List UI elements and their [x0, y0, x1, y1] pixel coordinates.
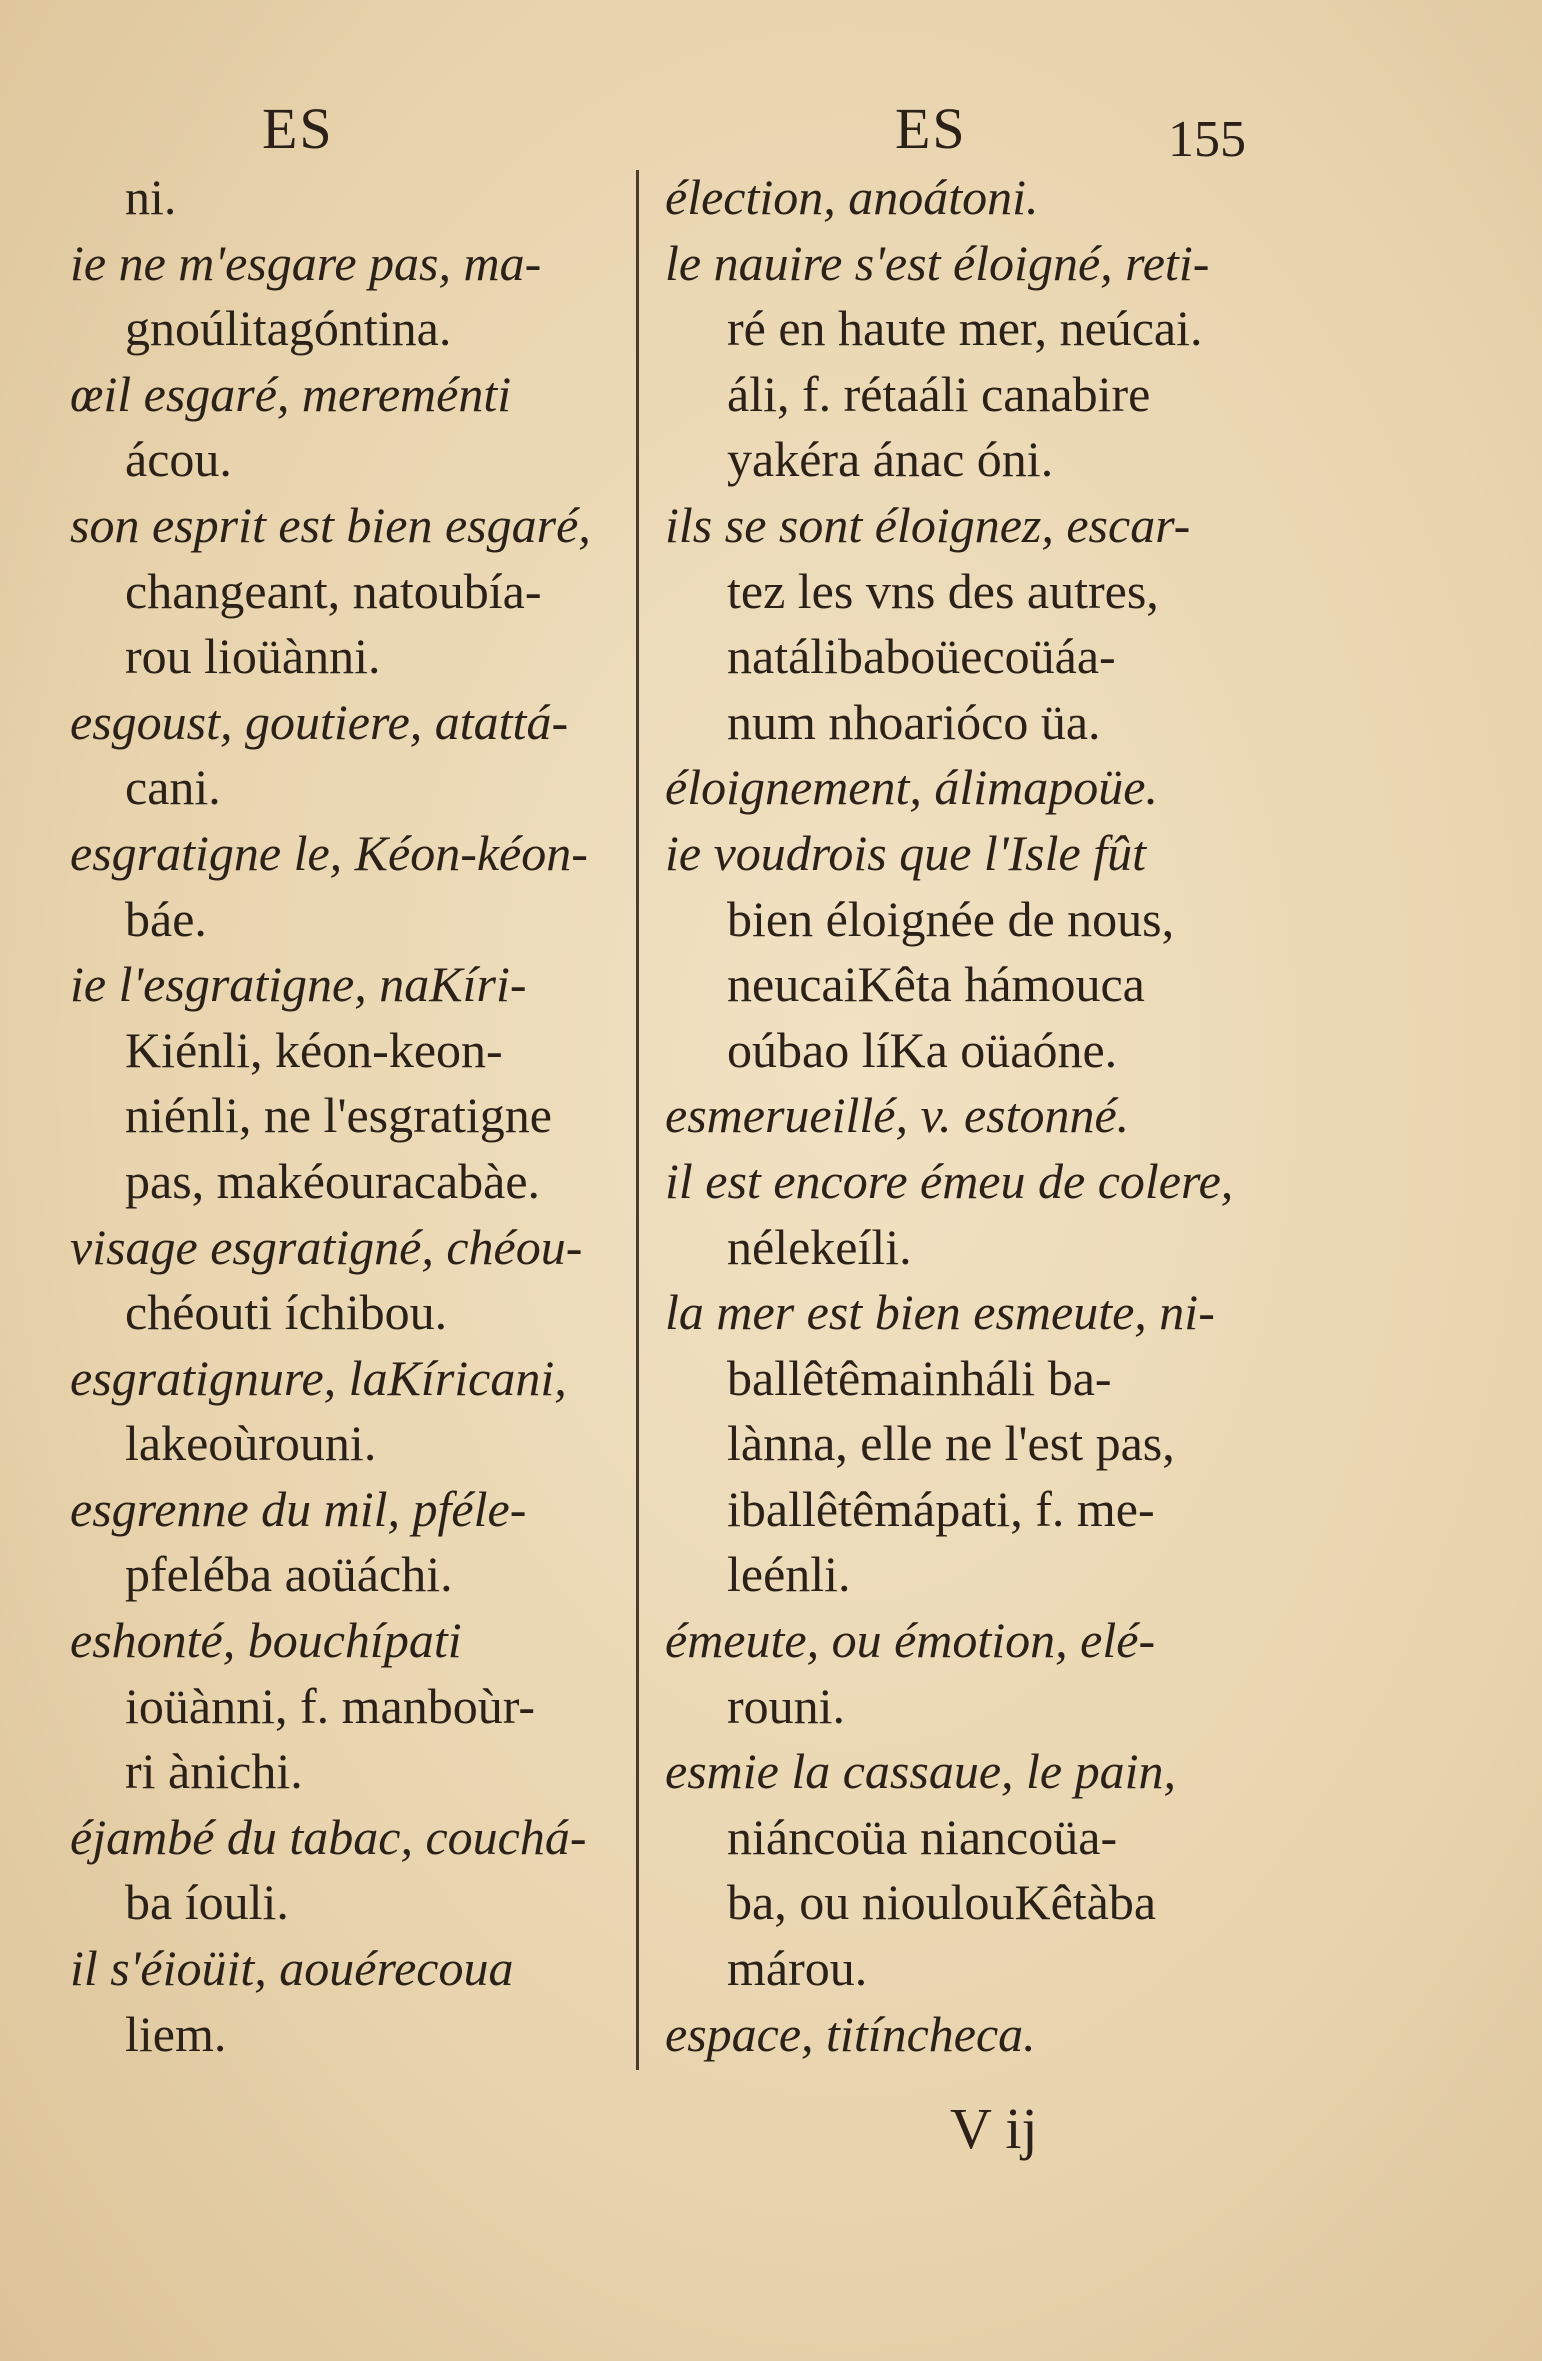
left-column-line: ri ànichi. [125, 1743, 303, 1800]
right-column [665, 165, 1280, 2067]
left-column-line: ba íouli. [125, 1874, 289, 1931]
right-column-line: esmie la cassaue, le pain, [665, 1743, 1177, 1800]
right-column-line: lànna, elle ne l'est pas, [727, 1415, 1175, 1472]
right-column-line: la mer est bien esmeute, ni- [665, 1284, 1215, 1341]
right-column-line: iballêtêmápati, f. me- [727, 1480, 1155, 1537]
right-column-line: éloignement, álimapoüe. [665, 759, 1158, 816]
left-column-line: il s'éioüit, aouérecoua [70, 1940, 514, 1997]
column-rule [636, 170, 639, 2070]
left-column-line: ácou. [125, 431, 232, 488]
right-column-line: rouni. [727, 1677, 846, 1734]
right-column-line: il est encore émeu de colere, [665, 1152, 1234, 1209]
left-column-line: changeant, natoubía- [125, 562, 542, 619]
left-column-line: niénli, ne l'esgratigne [125, 1087, 552, 1144]
right-column-line: ils se sont éloignez, escar- [665, 496, 1191, 553]
left-column-line: liem. [125, 2005, 227, 2062]
right-column-line: esmerueillé, v. estonné. [665, 1087, 1130, 1144]
signature-mark: V ij [950, 2096, 1038, 2161]
left-column-line: ioüànni, f. manboùr- [125, 1677, 536, 1734]
left-column-line: visage esgratigné, chéou- [70, 1218, 583, 1275]
right-column-line: élection, anoátoni. [665, 169, 1039, 225]
left-column-line: éjambé du tabac, couchá- [70, 1808, 587, 1865]
left-column-line: ie ne m'esgare pas, ma- [70, 234, 542, 291]
right-column-line: neucaiKêta hámouca [727, 956, 1145, 1013]
right-column-line: émeute, ou émotion, elé- [665, 1612, 1156, 1669]
running-head-right: ES [895, 96, 967, 161]
left-column-line: esgratigne le, Kéon-kéon- [70, 824, 588, 881]
left-column-line: pas, makéouracabàe. [125, 1152, 541, 1209]
right-column-line: ré en haute mer, neúcai. [727, 300, 1203, 357]
left-column-line: lakeoùrouni. [125, 1415, 377, 1472]
left-column-line: cani. [125, 759, 221, 816]
left-column-line: Kiénli, kéon-keon- [125, 1021, 503, 1078]
right-column-line: oúbao líKa oüaóne. [727, 1021, 1118, 1078]
right-column-line: ie voudrois que l'Isle fût [665, 824, 1146, 881]
right-column-line: leénli. [727, 1546, 851, 1603]
right-column-line: niáncoüa niancoüa- [727, 1808, 1118, 1865]
left-column-line: eshonté, bouchípati [70, 1612, 462, 1669]
running-head-left: ES [262, 96, 334, 161]
left-column-line: ie l'esgratigne, naKíri- [70, 956, 527, 1013]
left-column-line: chéouti íchibou. [125, 1284, 448, 1341]
left-column-line: œil esgaré, mereménti [70, 365, 512, 422]
right-column-line: márou. [727, 1940, 868, 1997]
left-column-line: esgrenne du mil, pféle- [70, 1480, 527, 1537]
right-column-line: le nauire s'est éloigné, reti- [665, 234, 1210, 291]
left-column [70, 165, 615, 2067]
left-column-line: ni. [125, 169, 177, 225]
right-column-line: espace, titíncheca. [665, 2005, 1036, 2062]
right-column-line: yakéra ánac óni. [727, 431, 1054, 488]
left-column-line: esgoust, goutiere, atattá- [70, 693, 569, 750]
right-column-line: áli, f. rétaáli canabire [727, 365, 1151, 422]
left-column-line: gnoúlitagóntina. [125, 300, 452, 357]
left-column-line: pfeléba aoüáchi. [125, 1546, 453, 1603]
right-column-line: bien éloignée de nous, [727, 890, 1175, 947]
left-column-line: rou lioüànni. [125, 628, 381, 685]
left-column-line: son esprit est bien esgaré, [70, 496, 591, 553]
left-column-line: báe. [125, 890, 207, 947]
right-column-line: nélekeíli. [727, 1218, 912, 1275]
left-column-line: esgratignure, laKíricani, [70, 1349, 567, 1406]
right-column-line: tez les vns des autres, [727, 562, 1159, 619]
page-number: 155 [1168, 111, 1246, 168]
right-column-line: ba, ou nioulouKêtàba [727, 1874, 1157, 1931]
right-column-line: natálibaboüecoüáa- [727, 628, 1116, 685]
right-column-line: num nhoarióco üa. [727, 693, 1101, 750]
right-column-line: ballêtêmainháli ba- [727, 1349, 1112, 1406]
